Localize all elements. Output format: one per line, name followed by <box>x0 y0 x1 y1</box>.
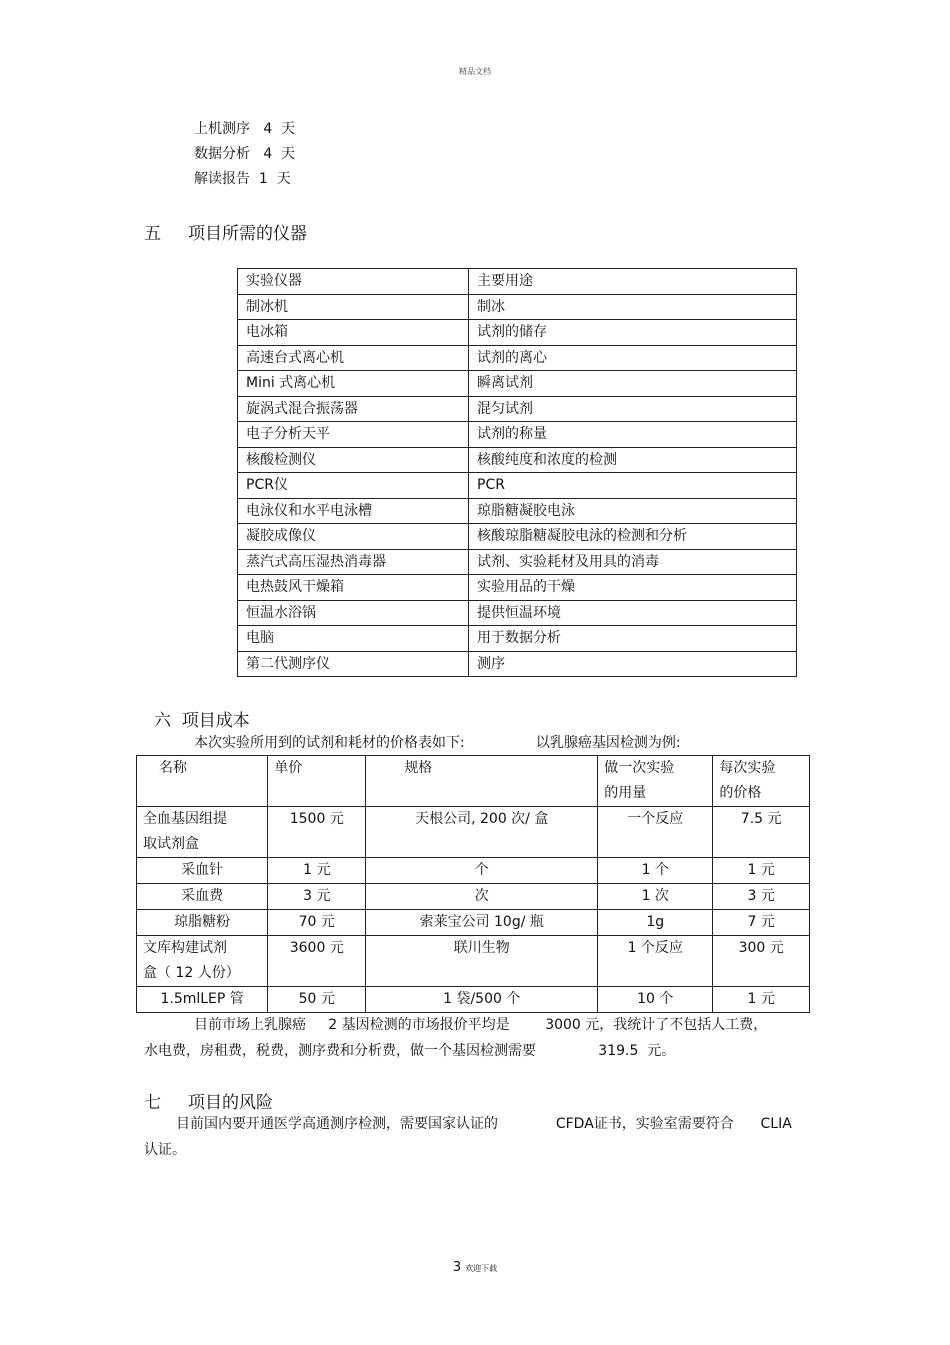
instrument-use-cell: 核酸琼脂糖凝胶电泳的检测和分析 <box>469 524 797 550</box>
instrument-row <box>238 575 797 601</box>
instrument-row <box>238 549 797 575</box>
instrument-name-cell: 实验仪器 <box>238 269 469 295</box>
instrument-use-cell: 瞬离试剂 <box>469 371 797 397</box>
cost-usage-cell: 做一次实验 的用量 <box>598 756 713 807</box>
cost-name-cell: 1.5mlLEP 管 <box>137 987 268 1013</box>
instrument-use-cell: 核酸纯度和浓度的检测 <box>469 447 797 473</box>
instrument-name-cell: Mini 式离心机 <box>238 371 469 397</box>
instrument-use-cell: 琼脂糖凝胶电泳 <box>469 498 797 524</box>
cost-spec-cell: 天根公司, 200 次/ 盒 <box>366 807 598 858</box>
cost-row <box>137 910 810 936</box>
cost-price-cell: 3 元 <box>713 884 810 910</box>
risk-line-1: 目前国内要开通医学高通测序检测，需要国家认证的 CFDA证书，实验室需要符合 CLIA <box>176 1116 792 1132</box>
cost-row <box>137 987 810 1013</box>
cost-unit-price-cell: 1 元 <box>268 858 366 884</box>
cost-price-cell: 7.5 元 <box>713 807 810 858</box>
cost-row <box>137 884 810 910</box>
cost-row <box>137 807 810 858</box>
instrument-row <box>238 371 797 397</box>
cost-usage-cell: 1g <box>598 910 713 936</box>
instrument-name-cell: 电热鼓风干燥箱 <box>238 575 469 601</box>
cost-usage-cell: 1 个 <box>598 858 713 884</box>
cost-intro: 本次实验所用到的试剂和耗材的价格表如下: 以乳腺癌基因检测为例: <box>194 735 681 751</box>
cost-unit-price-cell: 1500 元 <box>268 807 366 858</box>
cost-usage-cell: 1 次 <box>598 884 713 910</box>
cost-unit-price-cell: 单价 <box>268 756 366 807</box>
section5-heading: 五 项目所需的仪器 <box>144 224 308 244</box>
instrument-name-cell: 凝胶成像仪 <box>238 524 469 550</box>
document-watermark-header: 精品文档 <box>459 67 491 76</box>
cost-usage-cell: 1 个反应 <box>598 936 713 987</box>
cost-price-cell: 1 元 <box>713 858 810 884</box>
cost-spec-cell: 1 袋/500 个 <box>366 987 598 1013</box>
instrument-name-cell: 第二代测序仪 <box>238 651 469 677</box>
instrument-use-cell: 试剂的离心 <box>469 345 797 371</box>
instrument-row <box>238 600 797 626</box>
risk-line-2: 认证。 <box>144 1142 186 1158</box>
instrument-row <box>238 498 797 524</box>
cost-spec-cell: 次 <box>366 884 598 910</box>
instrument-name-cell: 电泳仪和水平电泳槽 <box>238 498 469 524</box>
instrument-use-cell: 试剂的储存 <box>469 320 797 346</box>
instrument-name-cell: 恒温水浴锅 <box>238 600 469 626</box>
instrument-table <box>237 268 797 677</box>
instrument-name-cell: 电冰箱 <box>238 320 469 346</box>
instrument-name-cell: PCR仪 <box>238 473 469 499</box>
cost-unit-price-cell: 50 元 <box>268 987 366 1013</box>
cost-name-cell: 名称 <box>137 756 268 807</box>
instrument-use-cell: 试剂的称量 <box>469 422 797 448</box>
cost-unit-price-cell: 70 元 <box>268 910 366 936</box>
instrument-name-cell: 旋涡式混合振荡器 <box>238 396 469 422</box>
cost-name-cell: 采血针 <box>137 858 268 884</box>
cost-price-cell: 每次实验 的价格 <box>713 756 810 807</box>
cost-unit-price-cell: 3600 元 <box>268 936 366 987</box>
instrument-use-cell: 主要用途 <box>469 269 797 295</box>
cost-name-cell: 采血费 <box>137 884 268 910</box>
cost-table <box>136 755 810 1013</box>
instrument-name-cell: 蒸汽式高压湿热消毒器 <box>238 549 469 575</box>
instrument-row <box>238 396 797 422</box>
instrument-row <box>238 447 797 473</box>
page-number: 3 <box>452 1260 462 1275</box>
cost-summary-line-1: 目前市场上乳腺癌 2 基因检测的市场报价平均是 3000 元，我统计了不包括人工费， <box>194 1017 768 1033</box>
section6-heading: 六 项目成本 <box>154 711 250 731</box>
instrument-name-cell: 电脑 <box>238 626 469 652</box>
schedule-line-report: 解读报告 1 天 <box>194 171 291 187</box>
instrument-row <box>238 345 797 371</box>
instrument-name-cell: 制冰机 <box>238 294 469 320</box>
schedule-line-sequencing: 上机测序 4 天 <box>194 121 296 137</box>
cost-spec-cell: 联川生物 <box>366 936 598 987</box>
cost-spec-cell: 规格 <box>366 756 598 807</box>
instrument-use-cell: 测序 <box>469 651 797 677</box>
instrument-use-cell: 实验用品的干燥 <box>469 575 797 601</box>
instrument-row <box>238 294 797 320</box>
page-footer <box>0 1260 950 1275</box>
schedule-line-analysis: 数据分析 4 天 <box>194 146 296 162</box>
instrument-row <box>238 651 797 677</box>
instrument-row <box>238 524 797 550</box>
footer-label: 欢迎下载 <box>465 1264 498 1273</box>
cost-spec-cell: 索莱宝公司 10g/ 瓶 <box>366 910 598 936</box>
cost-name-cell: 文库构建试剂 盒（ 12 人份） <box>137 936 268 987</box>
section7-heading: 七 项目的风险 <box>144 1093 274 1113</box>
instrument-name-cell: 电子分析天平 <box>238 422 469 448</box>
cost-row <box>137 936 810 987</box>
instrument-row <box>238 473 797 499</box>
instrument-name-cell: 高速台式离心机 <box>238 345 469 371</box>
instrument-row <box>238 422 797 448</box>
cost-unit-price-cell: 3 元 <box>268 884 366 910</box>
cost-usage-cell: 10 个 <box>598 987 713 1013</box>
cost-usage-cell: 一个反应 <box>598 807 713 858</box>
instrument-use-cell: 试剂、实验耗材及用具的消毒 <box>469 549 797 575</box>
cost-spec-cell: 个 <box>366 858 598 884</box>
cost-summary-line-2: 水电费，房租费，税费，测序费和分析费，做一个基因检测需要 319.5 元。 <box>144 1043 676 1059</box>
cost-price-cell: 1 元 <box>713 987 810 1013</box>
instrument-row <box>238 320 797 346</box>
instrument-use-cell: PCR <box>469 473 797 499</box>
cost-name-cell: 全血基因组提 取试剂盒 <box>137 807 268 858</box>
instrument-header-row <box>238 269 797 295</box>
instrument-use-cell: 制冰 <box>469 294 797 320</box>
cost-row <box>137 858 810 884</box>
instrument-row <box>238 626 797 652</box>
instrument-name-cell: 核酸检测仪 <box>238 447 469 473</box>
cost-price-cell: 7 元 <box>713 910 810 936</box>
instrument-use-cell: 混匀试剂 <box>469 396 797 422</box>
instrument-use-cell: 用于数据分析 <box>469 626 797 652</box>
cost-name-cell: 琼脂糖粉 <box>137 910 268 936</box>
cost-header-row <box>137 756 810 807</box>
cost-price-cell: 300 元 <box>713 936 810 987</box>
instrument-use-cell: 提供恒温环境 <box>469 600 797 626</box>
